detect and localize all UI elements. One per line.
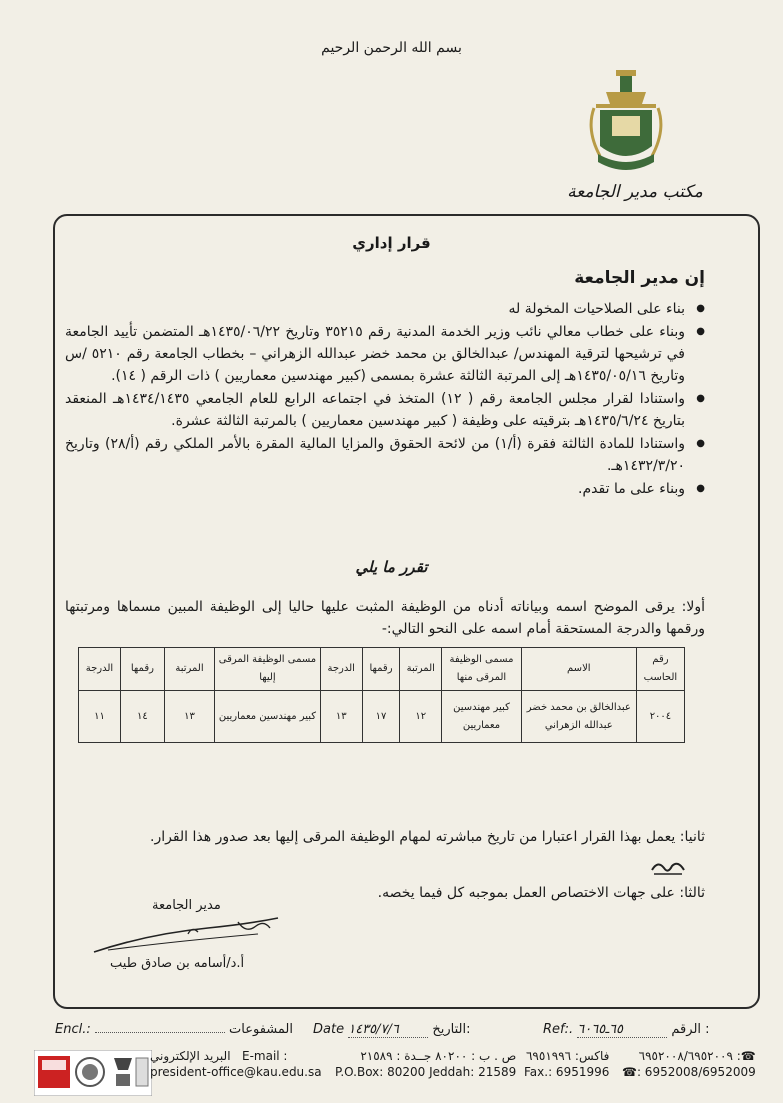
email-block: البريد الإلكتروني E-mail : president-office@kau.edu.sa bbox=[150, 1049, 322, 1079]
header-computer-no: رقم الحاسب bbox=[636, 648, 684, 691]
cell-to-rank: ١٣ bbox=[164, 691, 214, 743]
phone-block: ☎: ٦٩٥٢٠٠٨/٦٩٥٢٠٠٩ ☎: 6952008/6952009 bbox=[622, 1049, 756, 1079]
basmala: بسم الله الرحمن الرحيم bbox=[321, 40, 462, 56]
cell-to-title: كبير مهندسين معماريين bbox=[215, 691, 321, 743]
cell-computer-no: ٢٠٠٤ bbox=[636, 691, 684, 743]
signature-icon bbox=[88, 904, 288, 964]
cell-from-grade: ١٣ bbox=[320, 691, 362, 743]
table-row bbox=[79, 691, 685, 743]
preamble-clauses bbox=[65, 298, 705, 501]
postal-block: ص . ب : ٨٠٢٠٠ جــدة : ٢١٥٨٩ P.O.Box: 80200 Jeddah: 21589 bbox=[335, 1049, 517, 1079]
header-to-title: مسمى الوظيفة المرقى إليها bbox=[215, 648, 321, 691]
header-to-grade: الدرجة bbox=[79, 648, 121, 691]
footer-references bbox=[55, 1022, 735, 1050]
cell-from-title: كبير مهندسين معماريين bbox=[442, 691, 522, 743]
certification-logos-icon bbox=[34, 1050, 152, 1096]
issuer-heading: إن مدير الجامعة bbox=[574, 268, 705, 288]
cell-from-rank: ١٢ bbox=[400, 691, 442, 743]
office-title: مكتب مدير الجامعة bbox=[567, 182, 703, 202]
date-field: Date ١٤٣٥/٧/٦ التاريخ: bbox=[313, 1022, 471, 1037]
signatory-title: مدير الجامعة bbox=[152, 898, 221, 913]
fax-block: فاكس: ٦٩٥١٩٩٦ Fax.: 6951996 bbox=[524, 1049, 610, 1079]
cell-from-number: ١٧ bbox=[362, 691, 400, 743]
date-value: ١٤٣٥/٧/٦ bbox=[348, 1022, 428, 1038]
article-first: أولا: يرقى الموضح اسمه وبياناته أدناه من الوظيفة المثبت عليها حاليا إلى الوظيفة المبين مسماها ومرتبتها ورقمها والدرجة المستحقة أمام اسمه على النحو التالي:- bbox=[65, 599, 705, 637]
header-from-grade: الدرجة bbox=[320, 648, 362, 691]
clause: ● بناء على الصلاحيات المخولة له bbox=[65, 298, 705, 320]
clause: ● وبناء على ما تقدم. bbox=[65, 478, 705, 500]
reference-value: ٦٥ـ٦٠٦٥ bbox=[577, 1022, 667, 1038]
university-emblem-icon bbox=[586, 70, 666, 180]
reference-field: Ref:. ٦٥ـ٦٠٦٥ الرقم : bbox=[543, 1022, 710, 1037]
clause: ● واستنادا للمادة الثالثة فقرة (أ/١) من لائحة الحقوق والمزايا المالية المقرة بالأمر الملكي رقم (أ/٢٨) وتاريخ ١٤٣٢/٣/٢٠هـ. bbox=[65, 433, 705, 477]
cell-name: عبدالخالق بن محمد خضر عبدالله الزهراني bbox=[521, 691, 636, 743]
resolves-heading: تقرر ما يلي bbox=[355, 558, 428, 576]
clause: ● وبناء على خطاب معالي نائب وزير الخدمة المدنية رقم ٣٥٢١٥ وتاريخ ١٤٣٥/٠٦/٢٢هـ المتضمن تأييد الجامعة في ترشيحها لترقية المهندس/ عبدالخالق بن محمد خضر عبدالله الزهراني – بخطاب الجامعة رقم ٥٢١٠ /س وتاريخ ١٤٣٥/٠٥/١٦هـ إلى المرتبة الثالثة عشرة بمسمى (كبير مهندسين معماريين ) ذات الرقم ( ١٤). bbox=[65, 321, 705, 387]
header-from-number: رقمها bbox=[362, 648, 400, 691]
enclosures-field: Encl.: المشفوعات bbox=[55, 1022, 293, 1037]
header-to-rank: المرتبة bbox=[164, 648, 214, 691]
header-from-rank: المرتبة bbox=[400, 648, 442, 691]
signatory-name: أ.د/أسامه بن صادق طيب bbox=[110, 956, 245, 971]
cell-to-grade: ١١ bbox=[79, 691, 121, 743]
decree-title: قرار إداري bbox=[352, 234, 431, 252]
header-from-title: مسمى الوظيفة المرقى منها bbox=[442, 648, 522, 691]
article-second: ثانيا: يعمل بهذا القرار اعتبارا من تاريخ مباشرته لمهام الوظيفة المرقى إليها بعد صدور هذا القرار. bbox=[150, 829, 705, 845]
initials-mark-icon bbox=[648, 856, 688, 878]
table-header-row bbox=[79, 648, 685, 691]
email-link[interactable]: president-office@kau.edu.sa bbox=[150, 1065, 322, 1079]
cell-to-number: ١٤ bbox=[120, 691, 164, 743]
article-third: ثالثا: على جهات الاختصاص العمل بموجبه كل فيما يخصه. bbox=[377, 885, 705, 901]
clause: ● واستنادا لقرار مجلس الجامعة رقم ( ١٢) المتخذ في اجتماعه الرابع للعام الجامعي ١٤٣٤/١٤٣٥هـ المنعقد بتاريخ ١٤٣٥/٦/٢٤هـ بترقيته على وظيفة ( كبير مهندسين معماريين ) بالمرتبة الثالثة عشرة. bbox=[65, 388, 705, 432]
header-name: الاسم bbox=[521, 648, 636, 691]
promotion-table bbox=[78, 647, 685, 743]
header-to-number: رقمها bbox=[120, 648, 164, 691]
